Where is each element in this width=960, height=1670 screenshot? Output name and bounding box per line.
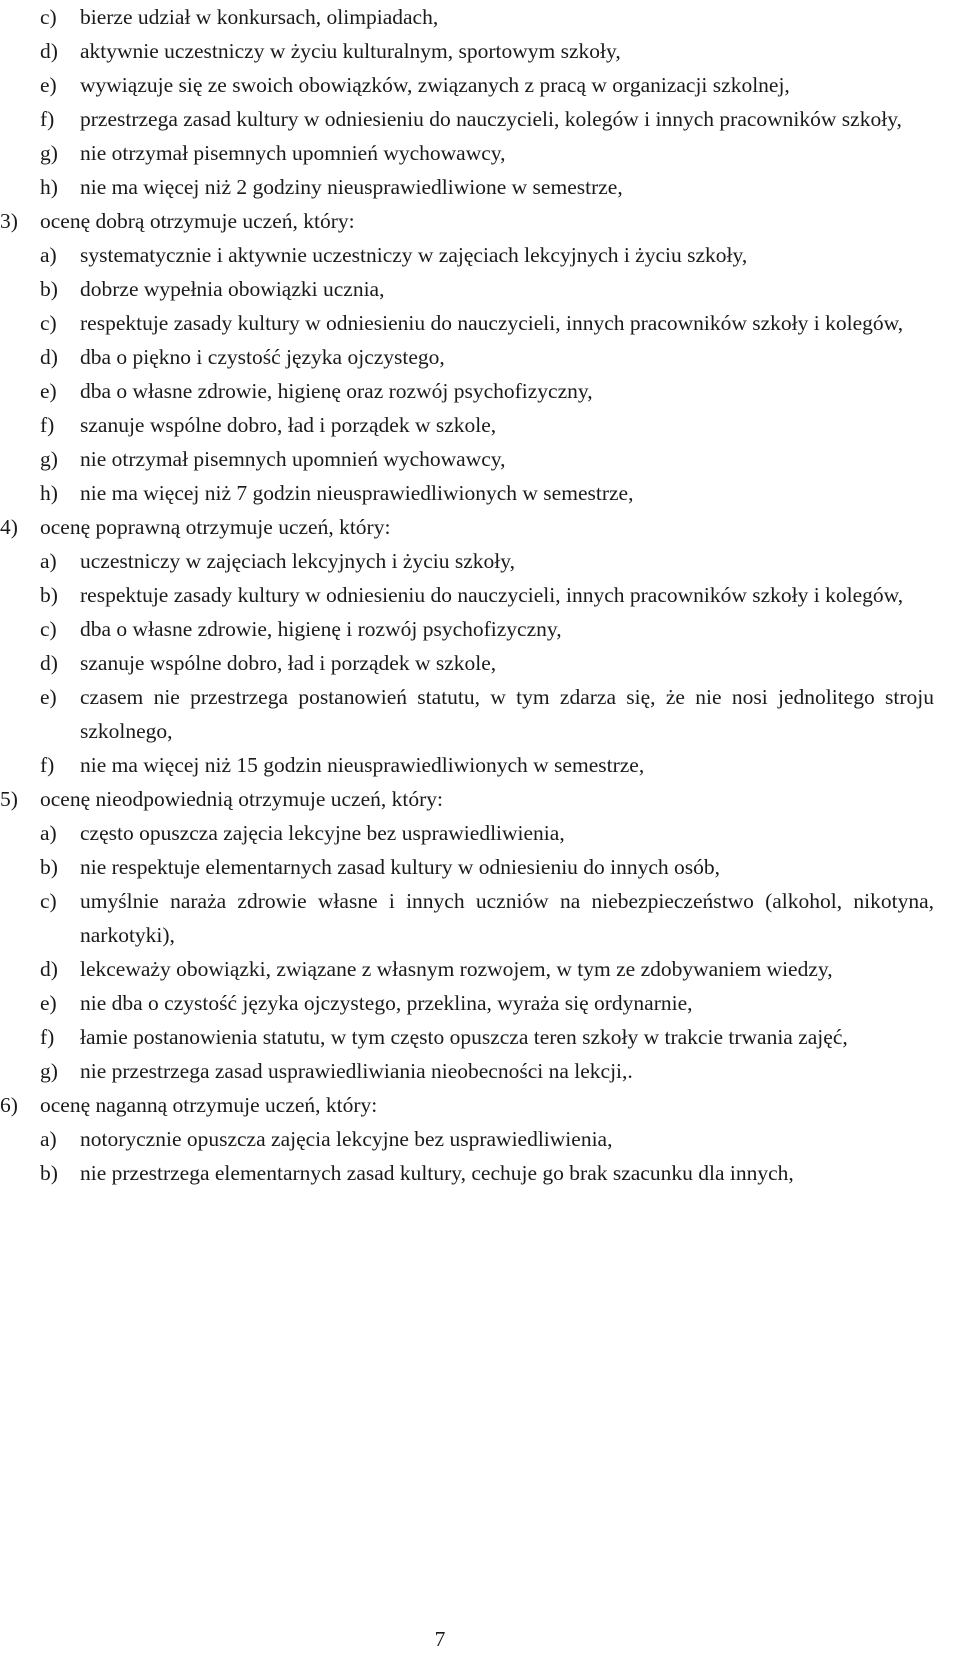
list-marker: b) xyxy=(40,1161,58,1185)
list-marker: g) xyxy=(40,141,58,165)
list-marker: c) xyxy=(40,617,57,641)
list-marker: b) xyxy=(40,583,58,607)
list-marker: h) xyxy=(40,175,58,199)
list-marker: 5) xyxy=(0,787,18,811)
list-item xyxy=(0,612,960,646)
list-marker: f) xyxy=(40,753,55,777)
list-marker: d) xyxy=(40,39,58,63)
list-text: nie respektuje elementarnych zasad kultury w odniesieniu do innych osób, xyxy=(80,855,721,879)
list-marker: b) xyxy=(40,855,58,879)
list-text: dba o własne zdrowie, higienę oraz rozwój psychofizyczny, xyxy=(80,379,593,403)
list-text: wywiązuje się ze swoich obowiązków, związanych z pracą w organizacji szkolnej, xyxy=(80,73,790,97)
list-text: dobrze wypełnia obowiązki ucznia, xyxy=(80,277,385,301)
list-text: dba o własne zdrowie, higienę i rozwój psychofizyczny, xyxy=(80,617,562,641)
list-marker: c) xyxy=(40,311,57,335)
list-marker: a) xyxy=(40,821,57,845)
list-item xyxy=(0,0,960,34)
list-item xyxy=(0,272,960,306)
list-marker: g) xyxy=(40,1059,58,1083)
list-text: ocenę naganną otrzymuje uczeń, który: xyxy=(40,1093,378,1117)
list-section xyxy=(0,204,960,238)
list-item xyxy=(0,374,960,408)
list-text: notorycznie opuszcza zajęcia lekcyjne bez usprawiedliwienia, xyxy=(80,1127,613,1151)
list-item xyxy=(0,1054,960,1088)
list-item xyxy=(0,646,960,680)
list-text: respektuje zasady kultury w odniesieniu do nauczycieli, innych pracowników szkoły i kolegów, xyxy=(80,583,904,607)
list-item xyxy=(0,408,960,442)
list-marker: 4) xyxy=(0,515,18,539)
list-item xyxy=(0,136,960,170)
list-text: łamie postanowienia statutu, w tym często opuszcza teren szkoły w trakcie trwania zajęć, xyxy=(80,1025,848,1049)
list-item xyxy=(0,1020,960,1054)
list-marker: 3) xyxy=(0,209,18,233)
list-text: dba o piękno i czystość języka ojczystego, xyxy=(80,345,445,369)
list-marker: a) xyxy=(40,243,57,267)
list-text: nie ma więcej niż 2 godziny nieusprawiedliwione w semestrze, xyxy=(80,175,623,199)
list-text: nie ma więcej niż 15 godzin nieusprawiedliwionych w semestrze, xyxy=(80,753,645,777)
list-item xyxy=(0,170,960,204)
list-item xyxy=(0,986,960,1020)
list-marker: e) xyxy=(40,379,57,403)
list-text: ocenę nieodpowiednią otrzymuje uczeń, który: xyxy=(40,787,443,811)
list-text: czasem nie przestrzega postanowień statutu, w tym zdarza się, że nie nosi jednolitego stroju szkolnego, xyxy=(80,685,934,743)
list-text: szanuje wspólne dobro, ład i porządek w szkole, xyxy=(80,413,497,437)
list-item xyxy=(0,748,960,782)
list-text: szanuje wspólne dobro, ład i porządek w szkole, xyxy=(80,651,497,675)
list-marker: h) xyxy=(40,481,58,505)
list-item xyxy=(0,34,960,68)
list-item xyxy=(0,238,960,272)
list-marker: e) xyxy=(40,685,57,709)
list-marker: d) xyxy=(40,345,58,369)
list-text: respektuje zasady kultury w odniesieniu do nauczycieli, innych pracowników szkoły i kolegów, xyxy=(80,311,904,335)
list-text: nie otrzymał pisemnych upomnień wychowawcy, xyxy=(80,447,506,471)
list-item xyxy=(0,68,960,102)
list-item xyxy=(0,442,960,476)
list-text: nie dba o czystość języka ojczystego, przeklina, wyraża się ordynarnie, xyxy=(80,991,693,1015)
list-text: nie przestrzega zasad usprawiedliwiania nieobecności na lekcji,. xyxy=(80,1059,633,1083)
list-marker: g) xyxy=(40,447,58,471)
list-item xyxy=(0,952,960,986)
list-text: systematycznie i aktywnie uczestniczy w zajęciach lekcyjnych i życiu szkoły, xyxy=(80,243,748,267)
list-section xyxy=(0,782,960,816)
list-item xyxy=(0,816,960,850)
list-marker: f) xyxy=(40,1025,55,1049)
list-item xyxy=(0,850,960,884)
list-text: aktywnie uczestniczy w życiu kulturalnym, sportowym szkoły, xyxy=(80,39,621,63)
list-text: ocenę dobrą otrzymuje uczeń, który: xyxy=(40,209,355,233)
list-item xyxy=(0,1122,960,1156)
list-section xyxy=(0,1088,960,1122)
list-text: umyślnie naraża zdrowie własne i innych uczniów na niebezpieczeństwo (alkohol, nikotyna, narkotyki), xyxy=(80,889,934,947)
list-item xyxy=(0,680,960,748)
list-marker: b) xyxy=(40,277,58,301)
list-item xyxy=(0,476,960,510)
list-marker: d) xyxy=(40,957,58,981)
list-marker: a) xyxy=(40,549,57,573)
list-text: często opuszcza zajęcia lekcyjne bez usprawiedliwienia, xyxy=(80,821,565,845)
list-text: ocenę poprawną otrzymuje uczeń, który: xyxy=(40,515,391,539)
list-marker: d) xyxy=(40,651,58,675)
list-item xyxy=(0,102,960,136)
page-number: 7 xyxy=(434,1627,446,1651)
list-text: lekceważy obowiązki, związane z własnym rozwojem, w tym ze zdobywaniem wiedzy, xyxy=(80,957,833,981)
list-marker: f) xyxy=(40,107,55,131)
list-text: nie otrzymał pisemnych upomnień wychowawcy, xyxy=(80,141,506,165)
list-marker: c) xyxy=(40,889,57,913)
list-marker: e) xyxy=(40,73,57,97)
list-marker: e) xyxy=(40,991,57,1015)
list-item xyxy=(0,306,960,340)
list-marker: a) xyxy=(40,1127,57,1151)
list-text: nie przestrzega elementarnych zasad kultury, cechuje go brak szacunku dla innych, xyxy=(80,1161,794,1185)
list-item xyxy=(0,340,960,374)
list-marker: f) xyxy=(40,413,55,437)
list-marker: c) xyxy=(40,5,57,29)
list-text: nie ma więcej niż 7 godzin nieusprawiedliwionych w semestrze, xyxy=(80,481,634,505)
list-item xyxy=(0,544,960,578)
list-text: uczestniczy w zajęciach lekcyjnych i życiu szkoły, xyxy=(80,549,515,573)
list-marker: 6) xyxy=(0,1093,18,1117)
list-item xyxy=(0,1156,960,1190)
list-item xyxy=(0,578,960,612)
list-text: przestrzega zasad kultury w odniesieniu do nauczycieli, kolegów i innych pracowników szkoły, xyxy=(80,107,902,131)
list-section xyxy=(0,510,960,544)
list-item xyxy=(0,884,960,952)
list-text: bierze udział w konkursach, olimpiadach, xyxy=(80,5,439,29)
